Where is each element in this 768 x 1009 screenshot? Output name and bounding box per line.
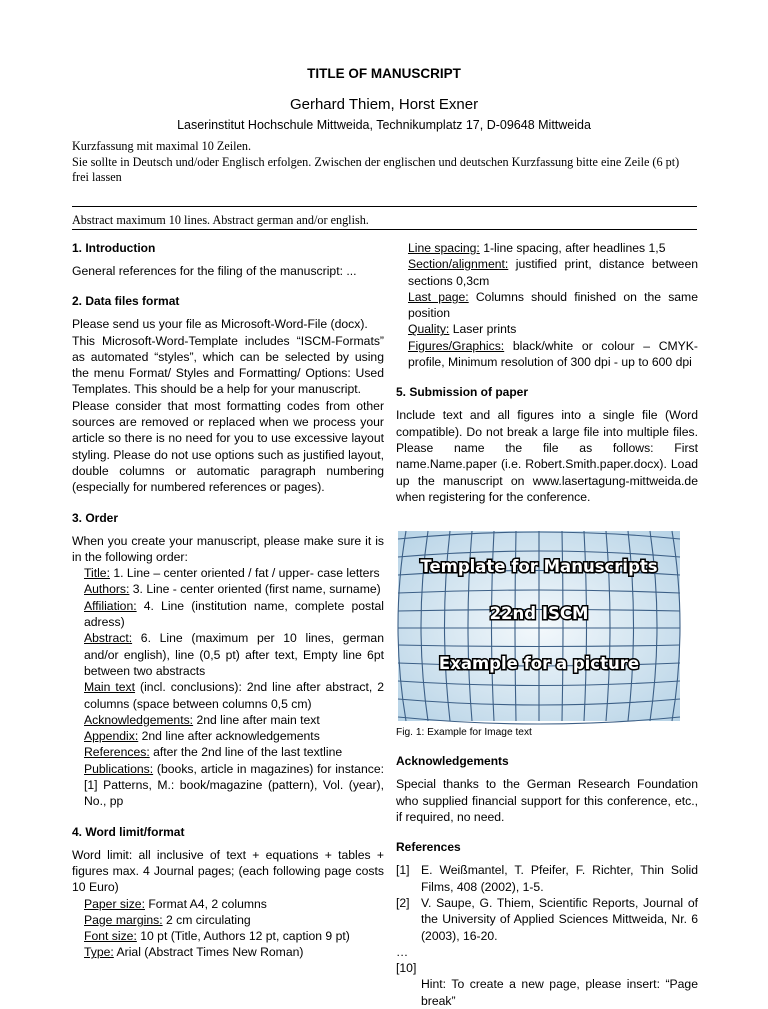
manuscript-title: TITLE OF MANUSCRIPT	[307, 66, 461, 81]
section-heading-order: 3. Order	[72, 510, 119, 525]
format-item: Paper size: Format A4, 2 columns	[84, 896, 267, 911]
format-item: Type: Arial (Abstract Times New Roman)	[84, 945, 304, 960]
figure-caption: Fig. 1: Example for Image text	[396, 727, 532, 739]
section-heading-submission: 5. Submission of paper	[396, 385, 529, 400]
order-item: Title: 1. Line – center oriented / fat / upper- case letters	[84, 566, 380, 581]
submission-text: Include text and all figures into a single file (Word compatible). Do not break a large file into multiple files. Please name the file as follows: First name.Name.paper (i.e. Robert.Smith.paper.docx). Load up the manuscript on www.lasertagung-mittweida.de when registering for the conference.	[396, 408, 698, 504]
word-limit-intro: Word limit: all inclusive of text + equations + tables + figures max. 4 Journal pages; (each following page costs 10 Euro)	[72, 847, 384, 895]
format-item: Page margins: 2 cm circulating	[84, 912, 251, 927]
section-heading-word-limit: 4. Word limit/format	[72, 824, 185, 839]
format-item: Last page: Columns should finished on the same position	[408, 289, 698, 321]
order-item: Affiliation: 4. Line (institution name, complete postal adress)	[84, 598, 384, 630]
format-item: Section/alignment: justified print, distance between sections 0,3cm	[408, 257, 698, 288]
authors-line: Gerhard Thiem, Horst Exner	[289, 96, 479, 113]
section-heading-data-files: 2. Data files format	[72, 294, 180, 309]
section-heading-introduction: 1. Introduction	[72, 241, 156, 255]
format-item: Font size: 10 pt (Title, Authors 12 pt, caption 9 pt)	[84, 929, 350, 944]
abstract-german	[72, 139, 697, 186]
picture-text-line: 22nd ISCM	[489, 604, 589, 624]
format-item: Line spacing: 1-line spacing, after headlines 1,5	[408, 241, 666, 255]
acknowledgements-text: Special thanks to the German Research Foundation who supplied financial support for this conference, etc., if required, no need.	[396, 777, 698, 825]
picture-text-line: Template for Manuscripts	[420, 557, 658, 577]
order-item: Abstract: 6. Line (maximum per 10 lines, german and/or english), line (0,5 pt) after text, Empty line 6pt between two abstracts	[84, 631, 384, 678]
format-list	[72, 896, 384, 961]
affiliation-line: Laserinstitut Hochschule Mittweida, Technikumplatz 17, D-09648 Mittweida	[177, 118, 591, 132]
reference-item: [2] V. Saupe, G. Thiem, Scientific Reports, Journal of the University of Applied Sciences Mittweida, Nr. 6 (2003), 16-20.	[396, 895, 698, 943]
order-item: References: after the 2nd line of the last textline	[84, 745, 343, 760]
abstract-english: Abstract maximum 10 lines. Abstract german and/or english.	[72, 213, 369, 227]
section-heading-acknowledgements: Acknowledgements	[396, 754, 509, 769]
reference-number: [10]	[396, 961, 417, 976]
grid-globe-graphic	[398, 531, 680, 721]
format-list-continued	[396, 240, 698, 370]
abstract-divider	[72, 206, 697, 207]
section-heading-references: References	[396, 840, 461, 855]
order-item: Main text (incl. conclusions): 2nd line after abstract, 2 columns (space between columns 0,5 cm)	[84, 680, 384, 711]
order-item: Authors: 3. Line - center oriented (first name, surname)	[84, 582, 381, 597]
order-intro: When you create your manuscript, please make sure it is in the following order:	[72, 533, 384, 564]
order-list	[72, 565, 384, 809]
order-item: Publications: (books, article in magazines) for instance: [1] Patterns, M.: book/magazine (pattern), Vol. (year), No., pp	[84, 761, 384, 809]
right-column	[396, 240, 698, 1009]
example-picture	[398, 531, 680, 721]
data-files-paragraph: Please consider that most formatting codes from other sources are removed or replaced when we process your article so there is no need for you to use excessive layout styling. Please do not use options such as justified layout, double columns or automatic paragraph numbering (especially for numbered references or pages).	[72, 398, 384, 495]
order-item: Appendix: 2nd line after acknowledgements	[84, 729, 320, 744]
reference-item: [1] E. Weißmantel, T. Pfeifer, F. Richter, Thin Solid Films, 408 (2002), 1-5.	[396, 863, 698, 894]
format-item: Quality: Laser prints	[408, 322, 517, 337]
picture-text-line: Example for a picture	[438, 654, 640, 674]
abstract-german-line: Kurzfassung mit maximal 10 Zeilen.	[72, 139, 252, 153]
page-break-hint: Hint: To create a new page, please insert: “Page break”	[421, 977, 698, 1008]
abstract-german-line: Sie sollte in Deutsch und/oder Englisch erfolgen. Zwischen der englischen und deutschen Kurzfassung bitte eine Zeile (6 pt) frei lassen	[72, 154, 680, 184]
abstract-divider	[72, 229, 697, 230]
introduction-text: General references for the filing of the manuscript: ...	[72, 264, 357, 278]
left-column	[72, 240, 384, 961]
data-files-paragraph: This Microsoft-Word-Template includes “ISCM-Formats” as automated “styles”, which can be selected by using the menu Format/ Styles and Formatting/ Options: Used Templates. This should be a help for your manuscript.	[72, 333, 384, 397]
data-files-paragraph: Please send us your file as Microsoft-Word-File (docx).	[72, 317, 368, 332]
format-item: Figures/Graphics: black/white or colour – CMYK-profile, Minimum resolution of 300 dpi - up to 600 dpi	[408, 338, 698, 370]
reference-ellipsis: …	[396, 944, 409, 959]
order-item: Acknowledgements: 2nd line after main text	[84, 712, 320, 727]
